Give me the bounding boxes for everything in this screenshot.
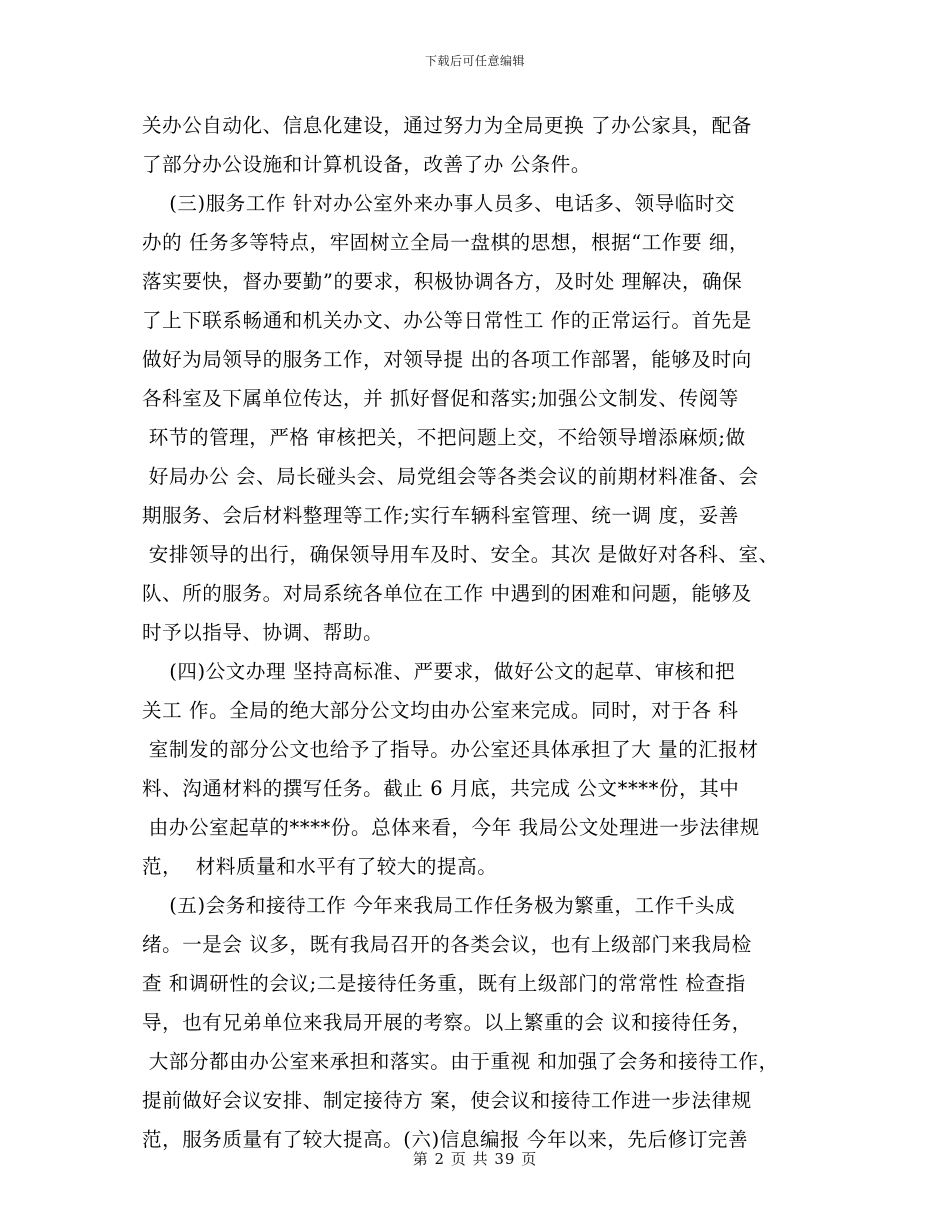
body-line: 范， 材料质量和水平有了较大的提高。 bbox=[142, 855, 498, 878]
body-line: 料、沟通材料的撰写任务。截止 6 月底，共完成 公文****份，其中 bbox=[142, 777, 740, 800]
body-line: 办的 任务多等特点，牢固树立全局一盘棋的思想，根据“工作要 细， bbox=[142, 231, 750, 254]
body-line: 期服务、会后材料整理等工作;实行车辆科室管理、统一调 度，妥善 bbox=[142, 504, 739, 527]
body-line: 好局办公 会、局长碰头会、局党组会等各类会议的前期材料准备、会 bbox=[142, 465, 759, 488]
body-line: 安排领导的出行，确保领导用车及时、安全。其次 是做好对各科、室、 bbox=[142, 543, 779, 566]
document-body bbox=[142, 106, 810, 1159]
body-line: 了上下联系畅通和机关办文、办公等日常性工 作的正常运行。首先是 bbox=[142, 309, 752, 332]
body-line: 由办公室起草的****份。总体来看，今年 我局公文处理进一步法律规 bbox=[142, 816, 760, 839]
body-line: (四)公文办理 坚持高标准、严要求，做好公文的起草、审核和把 bbox=[142, 660, 736, 683]
body-line: 环节的管理，严格 审核把关，不把问题上交，不给领导增添麻烦;做 bbox=[142, 426, 746, 449]
body-line: 导，也有兄弟单位来我局开展的考察。以上繁重的会 议和接待任务， bbox=[142, 1011, 752, 1034]
body-line: 队、所的服务。对局系统各单位在工作 中遇到的困难和问题，能够及 bbox=[142, 582, 752, 605]
body-line: 提前做好会议安排、制定接待方 案，使会议和接待工作进一步法律规 bbox=[142, 1089, 752, 1112]
body-line: 查 和调研性的会议;二是接待任务重，既有上级部门的常常性 检查指 bbox=[142, 972, 746, 995]
body-line: 时予以指导、协调、帮助。 bbox=[142, 621, 384, 644]
body-line: 落实要快，督办要勤”的要求，积极协调各方，及时处 理解决，确保 bbox=[142, 270, 743, 293]
body-line: 范，服务质量有了较大提高。(六)信息编报 今年以来，先后修订完善 bbox=[142, 1128, 749, 1151]
body-line: (五)会务和接待工作 今年来我局工作任务极为繁重，工作千头成 bbox=[142, 894, 736, 917]
body-line: 做好为局领导的服务工作，对领导提 出的各项工作部署，能够及时向 bbox=[142, 348, 752, 371]
page-header: 下载后可任意编辑 bbox=[424, 54, 525, 68]
page-footer: 第 2 页 共 39 页 bbox=[412, 1150, 538, 1168]
body-line: 绪。一是会 议多，既有我局召开的各类会议，也有上级部门来我局检 bbox=[142, 933, 752, 956]
body-line: 关工 作。全局的绝大部分公文均由办公室来完成。同时，对于各 科 bbox=[142, 699, 739, 722]
body-line: 各科室及下属单位传达，并 抓好督促和落实;加强公文制发、传阅等 bbox=[142, 387, 739, 410]
body-line: 关办公自动化、信息化建设，通过努力为全局更换 了办公家具，配备 bbox=[142, 114, 752, 137]
body-line: 大部分都由办公室来承担和落实。由于重视 和加强了会务和接待工作， bbox=[142, 1050, 779, 1073]
body-line: (三)服务工作 针对办公室外来办事人员多、电话多、领导临时交 bbox=[142, 192, 736, 215]
body-line: 室制发的部分公文也给予了指导。办公室还具体承担了大 量的汇报材 bbox=[142, 738, 759, 761]
body-line: 了部分办公设施和计算机设备，改善了办 公条件。 bbox=[142, 153, 591, 176]
